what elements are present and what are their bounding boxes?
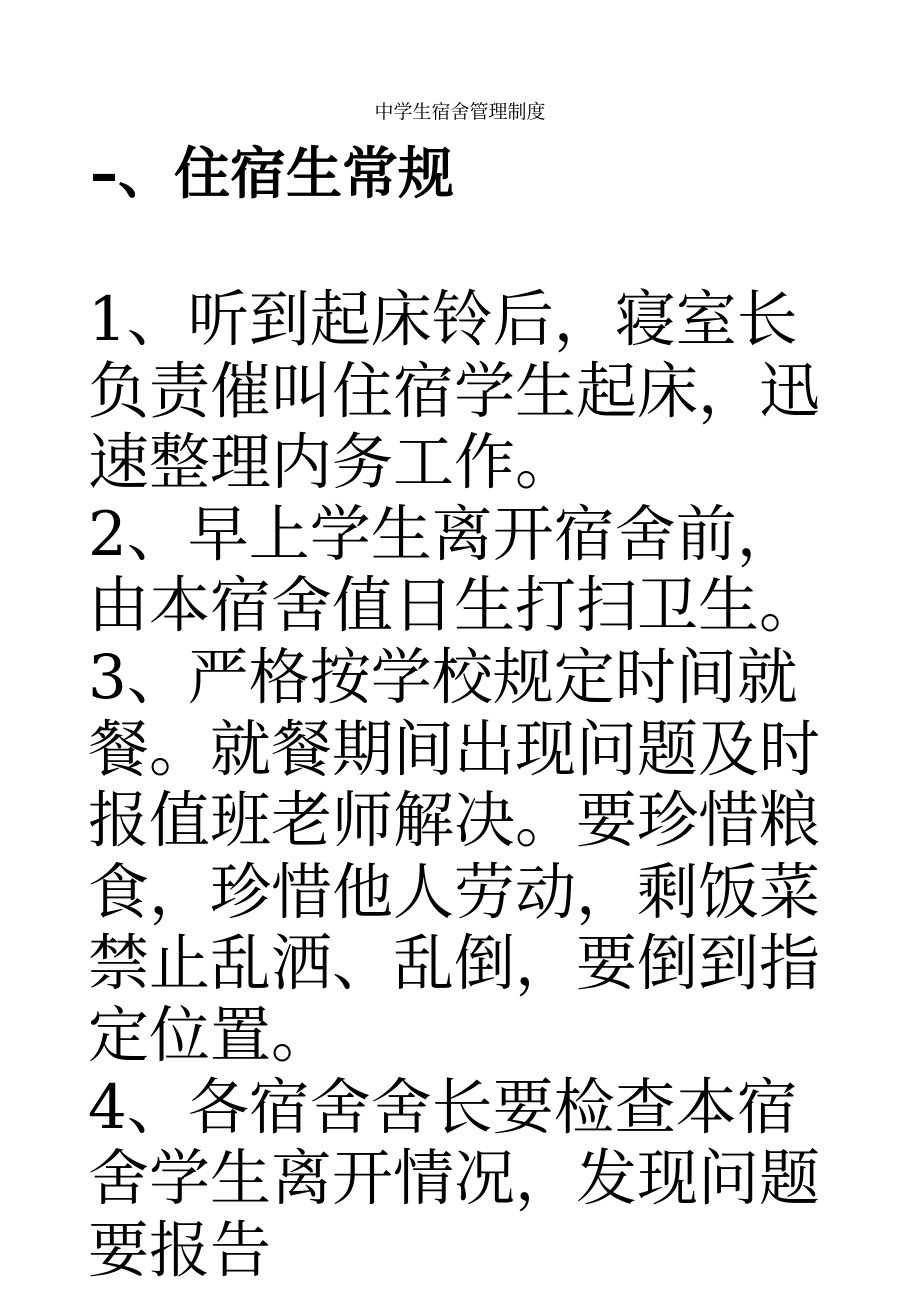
running-title: 中学生宿舍管理制度 bbox=[374, 101, 546, 123]
rule-paragraph-2: 2、早上学生离开宿舍前，由本宿舍值日生打扫卫生。 bbox=[88, 498, 821, 642]
body-text bbox=[88, 284, 836, 1286]
rule-paragraph-3: 3、严格按学校规定时间就餐。就餐期间出现问题及时报值班老师解决。要珍惜粮食，珍惜他人劳动，剩饭菜禁止乱洒、乱倒，要倒到指定位置。 bbox=[88, 641, 821, 1071]
rule-paragraph-4: 4、各宿舍舍长要检查本宿舍学生离开情况，发现问题要报告 bbox=[88, 1071, 821, 1286]
rule-paragraph-1: 1、听到起床铃后，寝室长负责催叫住宿学生起床，迅速整理内务工作。 bbox=[88, 284, 821, 499]
section-heading: –、住宿生常规 bbox=[90, 142, 454, 207]
